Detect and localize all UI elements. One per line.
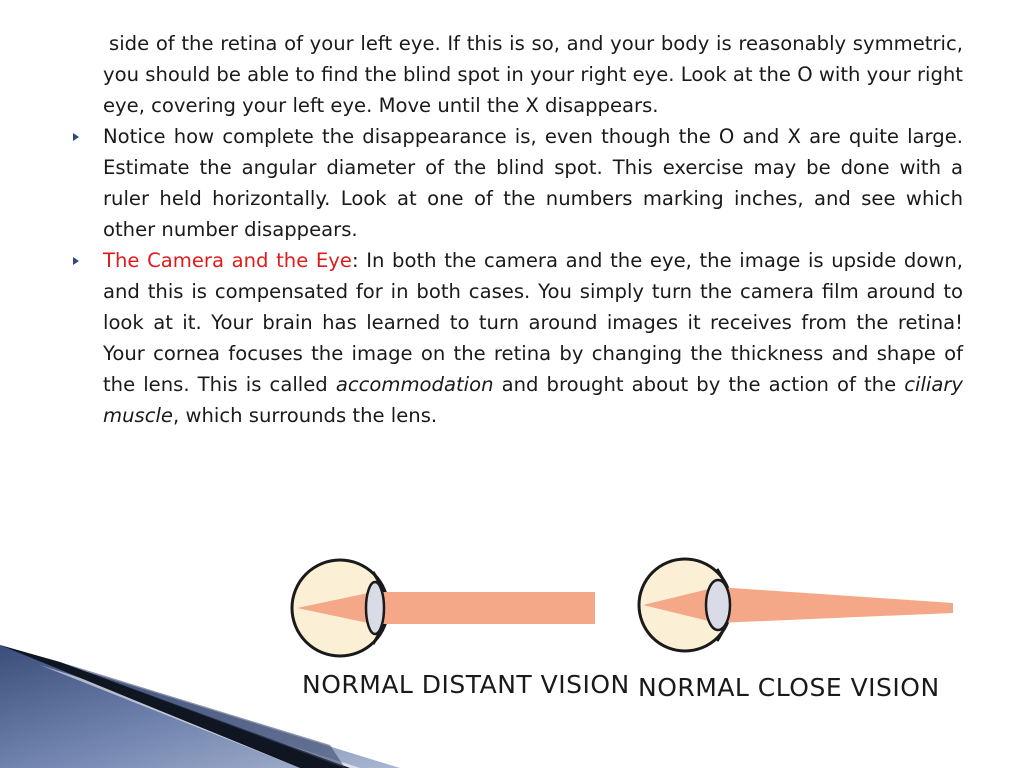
bullet-paragraph-blind-spot [103,121,963,245]
term-accommodation: accommodation [335,373,494,396]
section-heading: The Camera and the Eye [103,249,352,272]
bullet-text: and brought about by the action of the [493,373,905,396]
bullet-text: In both the camera and the eye, the image is upside down, and this is compensated for in both cases. You simply turn the camera film around to look at it. Your brain has learned to turn around images it receives from the retina! Your cornea focuses the image on the retina by changing the thickness and shape of the lens. This is called [103,249,963,396]
bullet-paragraph-camera-eye [103,245,963,431]
bullet-arrow-icon [73,133,79,141]
bullet-text: , which surrounds the lens. [173,404,438,427]
caption-close-vision: NORMAL CLOSE VISION [638,673,940,702]
bullet-arrow-icon [73,257,79,265]
bullet-text: Notice how complete the disappearance is, even though the O and X are quite large. Estimate the angular diameter of the blind spot. This exercise may be done with a ruler held horizontally. Look at one of the numbers marking inches, and see which other number disappears. [103,125,963,241]
paragraph-continuation: side of the retina of your left eye. If this is so, and your body is reasonably symmetric, you should be able to find the blind spot in your right eye. Look at the O with your right eye, covering your left eye. Move until the X disappears. [103,32,963,117]
eye-close-vision-illustration [639,559,953,651]
term-ciliary-muscle: ciliary muscle [103,373,963,427]
lens-left [366,582,384,634]
lens-right [706,580,730,630]
heading-colon: : [351,249,359,272]
slide-body-text [103,28,963,431]
caption-distant-vision: NORMAL DISTANT VISION [302,670,630,699]
eye-distant-vision-illustration [292,560,595,656]
